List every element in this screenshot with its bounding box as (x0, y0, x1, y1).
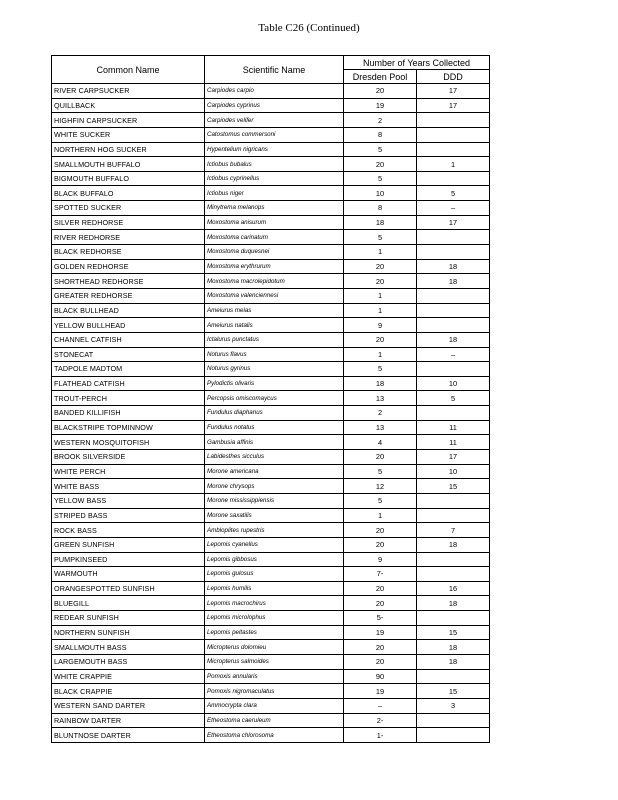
common-name-cell: ORANGESPOTTED SUNFISH (52, 581, 205, 596)
common-name-cell: REDEAR SUNFISH (52, 611, 205, 626)
scientific-name-cell: Ambloplites rupestris (205, 523, 344, 538)
scientific-name-cell: Etheostoma caeruleum (205, 713, 344, 728)
common-name-cell: WHITE PERCH (52, 464, 205, 479)
common-name-cell: WESTERN SAND DARTER (52, 698, 205, 713)
common-name-cell: BLACK REDHORSE (52, 245, 205, 260)
ddd-cell: 16 (417, 581, 490, 596)
table-row (52, 274, 490, 289)
scientific-name-cell: Lepomis peltastes (205, 625, 344, 640)
header-scientific-name: Scientific Name (205, 56, 344, 84)
table-row (52, 640, 490, 655)
ddd-cell: 15 (417, 479, 490, 494)
dresden-pool-cell: 5 (344, 493, 417, 508)
common-name-cell: GOLDEN REDHORSE (52, 259, 205, 274)
ddd-cell: 18 (417, 259, 490, 274)
ddd-cell: 1 (417, 157, 490, 172)
table-row (52, 479, 490, 494)
dresden-pool-cell: 8 (344, 201, 417, 216)
header-ddd: DDD (417, 70, 490, 84)
dresden-pool-cell: 2 (344, 113, 417, 128)
ddd-cell (417, 113, 490, 128)
scientific-name-cell: Ammocrypta clara (205, 698, 344, 713)
ddd-cell: 17 (417, 84, 490, 99)
scientific-name-cell: Minytrema melanops (205, 201, 344, 216)
common-name-cell: SMALLMOUTH BUFFALO (52, 157, 205, 172)
table-row (52, 698, 490, 713)
common-name-cell: SPOTTED SUCKER (52, 201, 205, 216)
table-row (52, 318, 490, 333)
header-dresden-pool: Dresden Pool (344, 70, 417, 84)
scientific-name-cell: Noturus gyrinus (205, 362, 344, 377)
dresden-pool-cell: 13 (344, 420, 417, 435)
scientific-name-cell: Micropterus dolomieu (205, 640, 344, 655)
ddd-cell: 17 (417, 450, 490, 465)
dresden-pool-cell: 9 (344, 552, 417, 567)
scientific-name-cell: Carpiodes cyprinus (205, 98, 344, 113)
table-row (52, 684, 490, 699)
common-name-cell: YELLOW BASS (52, 493, 205, 508)
table-row (52, 450, 490, 465)
table-row (52, 435, 490, 450)
table-body (52, 84, 490, 743)
ddd-cell: 15 (417, 684, 490, 699)
ddd-cell: 5 (417, 391, 490, 406)
common-name-cell: FLATHEAD CATFISH (52, 376, 205, 391)
dresden-pool-cell: 4 (344, 435, 417, 450)
scientific-name-cell: Pomoxis nigromaculatus (205, 684, 344, 699)
table-row (52, 596, 490, 611)
common-name-cell: BLUEGILL (52, 596, 205, 611)
ddd-cell: – (417, 347, 490, 362)
dresden-pool-cell: 1 (344, 508, 417, 523)
dresden-pool-cell: 1 (344, 245, 417, 260)
dresden-pool-cell: 20 (344, 523, 417, 538)
table-row (52, 157, 490, 172)
scientific-name-cell: Moxostoma carinatum (205, 230, 344, 245)
table-row (52, 201, 490, 216)
common-name-cell: BROOK SILVERSIDE (52, 450, 205, 465)
scientific-name-cell: Morone saxatilis (205, 508, 344, 523)
common-name-cell: BLACK BULLHEAD (52, 303, 205, 318)
dresden-pool-cell: 90 (344, 669, 417, 684)
dresden-pool-cell: 1 (344, 347, 417, 362)
scientific-name-cell: Lepomis gibbosus (205, 552, 344, 567)
ddd-cell: 17 (417, 215, 490, 230)
ddd-cell: 18 (417, 640, 490, 655)
scientific-name-cell: Moxostoma anisurum (205, 215, 344, 230)
table-row (52, 303, 490, 318)
common-name-cell: NORTHERN SUNFISH (52, 625, 205, 640)
dresden-pool-cell: 2 (344, 406, 417, 421)
table-row (52, 420, 490, 435)
table-row (52, 391, 490, 406)
scientific-name-cell: Lepomis cyanellus (205, 537, 344, 552)
scientific-name-cell: Lepomis microlophus (205, 611, 344, 626)
dresden-pool-cell: 9 (344, 318, 417, 333)
common-name-cell: WESTERN MOSQUITOFISH (52, 435, 205, 450)
table-row (52, 127, 490, 142)
table-row (52, 347, 490, 362)
scientific-name-cell: Ictiobus bubalus (205, 157, 344, 172)
common-name-cell: SILVER REDHORSE (52, 215, 205, 230)
dresden-pool-cell: – (344, 698, 417, 713)
dresden-pool-cell: 19 (344, 684, 417, 699)
table-row (52, 713, 490, 728)
ddd-cell (417, 669, 490, 684)
dresden-pool-cell: 5 (344, 230, 417, 245)
ddd-cell: 10 (417, 376, 490, 391)
ddd-cell: 18 (417, 537, 490, 552)
table-row (52, 581, 490, 596)
table-row (52, 625, 490, 640)
ddd-cell (417, 611, 490, 626)
scientific-name-cell: Lepomis macrochirus (205, 596, 344, 611)
table-title: Table C26 (Continued) (258, 22, 360, 34)
common-name-cell: QUILLBACK (52, 98, 205, 113)
common-name-cell: PUMPKINSEED (52, 552, 205, 567)
dresden-pool-cell: 20 (344, 274, 417, 289)
table-row (52, 113, 490, 128)
ddd-cell (417, 406, 490, 421)
scientific-name-cell: Fundulus notatus (205, 420, 344, 435)
common-name-cell: GREATER REDHORSE (52, 288, 205, 303)
ddd-cell (417, 713, 490, 728)
common-name-cell: BLUNTNOSE DARTER (52, 728, 205, 743)
scientific-name-cell: Moxostoma valenciennesi (205, 288, 344, 303)
table-row (52, 552, 490, 567)
ddd-cell: 18 (417, 274, 490, 289)
dresden-pool-cell: 2- (344, 713, 417, 728)
ddd-cell: 18 (417, 596, 490, 611)
common-name-cell: ROCK BASS (52, 523, 205, 538)
ddd-cell: 5 (417, 186, 490, 201)
ddd-cell (417, 288, 490, 303)
common-name-cell: LARGEMOUTH BASS (52, 654, 205, 669)
common-name-cell: RIVER CARPSUCKER (52, 84, 205, 99)
ddd-cell (417, 493, 490, 508)
common-name-cell: YELLOW BULLHEAD (52, 318, 205, 333)
ddd-cell (417, 318, 490, 333)
table-row (52, 98, 490, 113)
scientific-name-cell: Morone americana (205, 464, 344, 479)
common-name-cell: STONECAT (52, 347, 205, 362)
dresden-pool-cell: 20 (344, 332, 417, 347)
table-row (52, 508, 490, 523)
ddd-cell: 15 (417, 625, 490, 640)
common-name-cell: CHANNEL CATFISH (52, 332, 205, 347)
table-row (52, 288, 490, 303)
common-name-cell: WARMOUTH (52, 567, 205, 582)
scientific-name-cell: Etheostoma chlorosoma (205, 728, 344, 743)
table-row (52, 376, 490, 391)
dresden-pool-cell: 5- (344, 611, 417, 626)
header-years-collected: Number of Years Collected (344, 56, 490, 70)
table-row (52, 537, 490, 552)
dresden-pool-cell: 13 (344, 391, 417, 406)
ddd-cell: 11 (417, 435, 490, 450)
table-row (52, 186, 490, 201)
table-row (52, 406, 490, 421)
dresden-pool-cell: 18 (344, 215, 417, 230)
ddd-cell: 11 (417, 420, 490, 435)
ddd-cell (417, 567, 490, 582)
dresden-pool-cell: 20 (344, 654, 417, 669)
dresden-pool-cell: 10 (344, 186, 417, 201)
scientific-name-cell: Pomoxis annularis (205, 669, 344, 684)
dresden-pool-cell: 20 (344, 537, 417, 552)
ddd-cell (417, 245, 490, 260)
common-name-cell: WHITE SUCKER (52, 127, 205, 142)
dresden-pool-cell: 19 (344, 98, 417, 113)
header-common-name: Common Name (52, 56, 205, 84)
common-name-cell: NORTHERN HOG SUCKER (52, 142, 205, 157)
scientific-name-cell: Morone chrysops (205, 479, 344, 494)
dresden-pool-cell: 20 (344, 450, 417, 465)
ddd-cell (417, 230, 490, 245)
scientific-name-cell: Morone mississippiensis (205, 493, 344, 508)
dresden-pool-cell: 5 (344, 142, 417, 157)
table-row (52, 669, 490, 684)
scientific-name-cell: Ameiurus melas (205, 303, 344, 318)
table-row (52, 259, 490, 274)
ddd-cell (417, 362, 490, 377)
common-name-cell: SMALLMOUTH BASS (52, 640, 205, 655)
dresden-pool-cell: 8 (344, 127, 417, 142)
dresden-pool-cell: 20 (344, 596, 417, 611)
ddd-cell (417, 127, 490, 142)
ddd-cell: 7 (417, 523, 490, 538)
common-name-cell: RAINBOW DARTER (52, 713, 205, 728)
ddd-cell (417, 142, 490, 157)
common-name-cell: STRIPED BASS (52, 508, 205, 523)
ddd-cell: 3 (417, 698, 490, 713)
ddd-cell (417, 552, 490, 567)
common-name-cell: BLACK CRAPPIE (52, 684, 205, 699)
table-row (52, 245, 490, 260)
table-row (52, 332, 490, 347)
scientific-name-cell: Labidesthes sicculus (205, 450, 344, 465)
dresden-pool-cell: 20 (344, 581, 417, 596)
common-name-cell: BLACK BUFFALO (52, 186, 205, 201)
dresden-pool-cell: 20 (344, 259, 417, 274)
table-row (52, 493, 490, 508)
scientific-name-cell: Ictiobus cyprinellus (205, 171, 344, 186)
ddd-cell (417, 171, 490, 186)
common-name-cell: WHITE CRAPPIE (52, 669, 205, 684)
dresden-pool-cell: 5 (344, 171, 417, 186)
dresden-pool-cell: 20 (344, 640, 417, 655)
common-name-cell: TADPOLE MADTOM (52, 362, 205, 377)
dresden-pool-cell: 18 (344, 376, 417, 391)
table-row (52, 728, 490, 743)
table-row (52, 362, 490, 377)
common-name-cell: BLACKSTRIPE TOPMINNOW (52, 420, 205, 435)
scientific-name-cell: Ictiobus niger (205, 186, 344, 201)
common-name-cell: SHORTHEAD REDHORSE (52, 274, 205, 289)
scientific-name-cell: Noturus flavus (205, 347, 344, 362)
scientific-name-cell: Micropterus salmoides (205, 654, 344, 669)
scientific-name-cell: Pylodictis olivaris (205, 376, 344, 391)
table-row (52, 142, 490, 157)
dresden-pool-cell: 5 (344, 464, 417, 479)
dresden-pool-cell: 7- (344, 567, 417, 582)
table-row (52, 611, 490, 626)
table-row (52, 654, 490, 669)
scientific-name-cell: Gambusia affinis (205, 435, 344, 450)
scientific-name-cell: Carpiodes velifer (205, 113, 344, 128)
scientific-name-cell: Percopsis omiscomaycus (205, 391, 344, 406)
table-row (52, 84, 490, 99)
scientific-name-cell: Lepomis humilis (205, 581, 344, 596)
scientific-name-cell: Ameiurus natalis (205, 318, 344, 333)
dresden-pool-cell: 5 (344, 362, 417, 377)
table-row (52, 215, 490, 230)
scientific-name-cell: Moxostoma erythrurum (205, 259, 344, 274)
table-row (52, 171, 490, 186)
dresden-pool-cell: 20 (344, 84, 417, 99)
common-name-cell: GREEN SUNFISH (52, 537, 205, 552)
table-row (52, 523, 490, 538)
scientific-name-cell: Moxostoma macrolepidotum (205, 274, 344, 289)
ddd-cell: 10 (417, 464, 490, 479)
common-name-cell: BIGMOUTH BUFFALO (52, 171, 205, 186)
table-row (52, 464, 490, 479)
species-table (51, 55, 490, 743)
common-name-cell: BANDED KILLIFISH (52, 406, 205, 421)
common-name-cell: RIVER REDHORSE (52, 230, 205, 245)
scientific-name-cell: Moxostoma duquesnei (205, 245, 344, 260)
table-row (52, 567, 490, 582)
dresden-pool-cell: 1 (344, 288, 417, 303)
dresden-pool-cell: 19 (344, 625, 417, 640)
scientific-name-cell: Ictalurus punctatus (205, 332, 344, 347)
ddd-cell (417, 728, 490, 743)
table-row (52, 230, 490, 245)
ddd-cell: 18 (417, 654, 490, 669)
common-name-cell: HIGHFIN CARPSUCKER (52, 113, 205, 128)
scientific-name-cell: Catostomus commersoni (205, 127, 344, 142)
ddd-cell (417, 303, 490, 318)
scientific-name-cell: Hypentelium nigricans (205, 142, 344, 157)
dresden-pool-cell: 20 (344, 157, 417, 172)
dresden-pool-cell: 1 (344, 303, 417, 318)
ddd-cell: 18 (417, 332, 490, 347)
scientific-name-cell: Lepomis gulosus (205, 567, 344, 582)
dresden-pool-cell: 1- (344, 728, 417, 743)
ddd-cell (417, 508, 490, 523)
ddd-cell: – (417, 201, 490, 216)
scientific-name-cell: Carpiodes carpio (205, 84, 344, 99)
scientific-name-cell: Fundulus diaphanus (205, 406, 344, 421)
dresden-pool-cell: 12 (344, 479, 417, 494)
common-name-cell: TROUT-PERCH (52, 391, 205, 406)
ddd-cell: 17 (417, 98, 490, 113)
common-name-cell: WHITE BASS (52, 479, 205, 494)
